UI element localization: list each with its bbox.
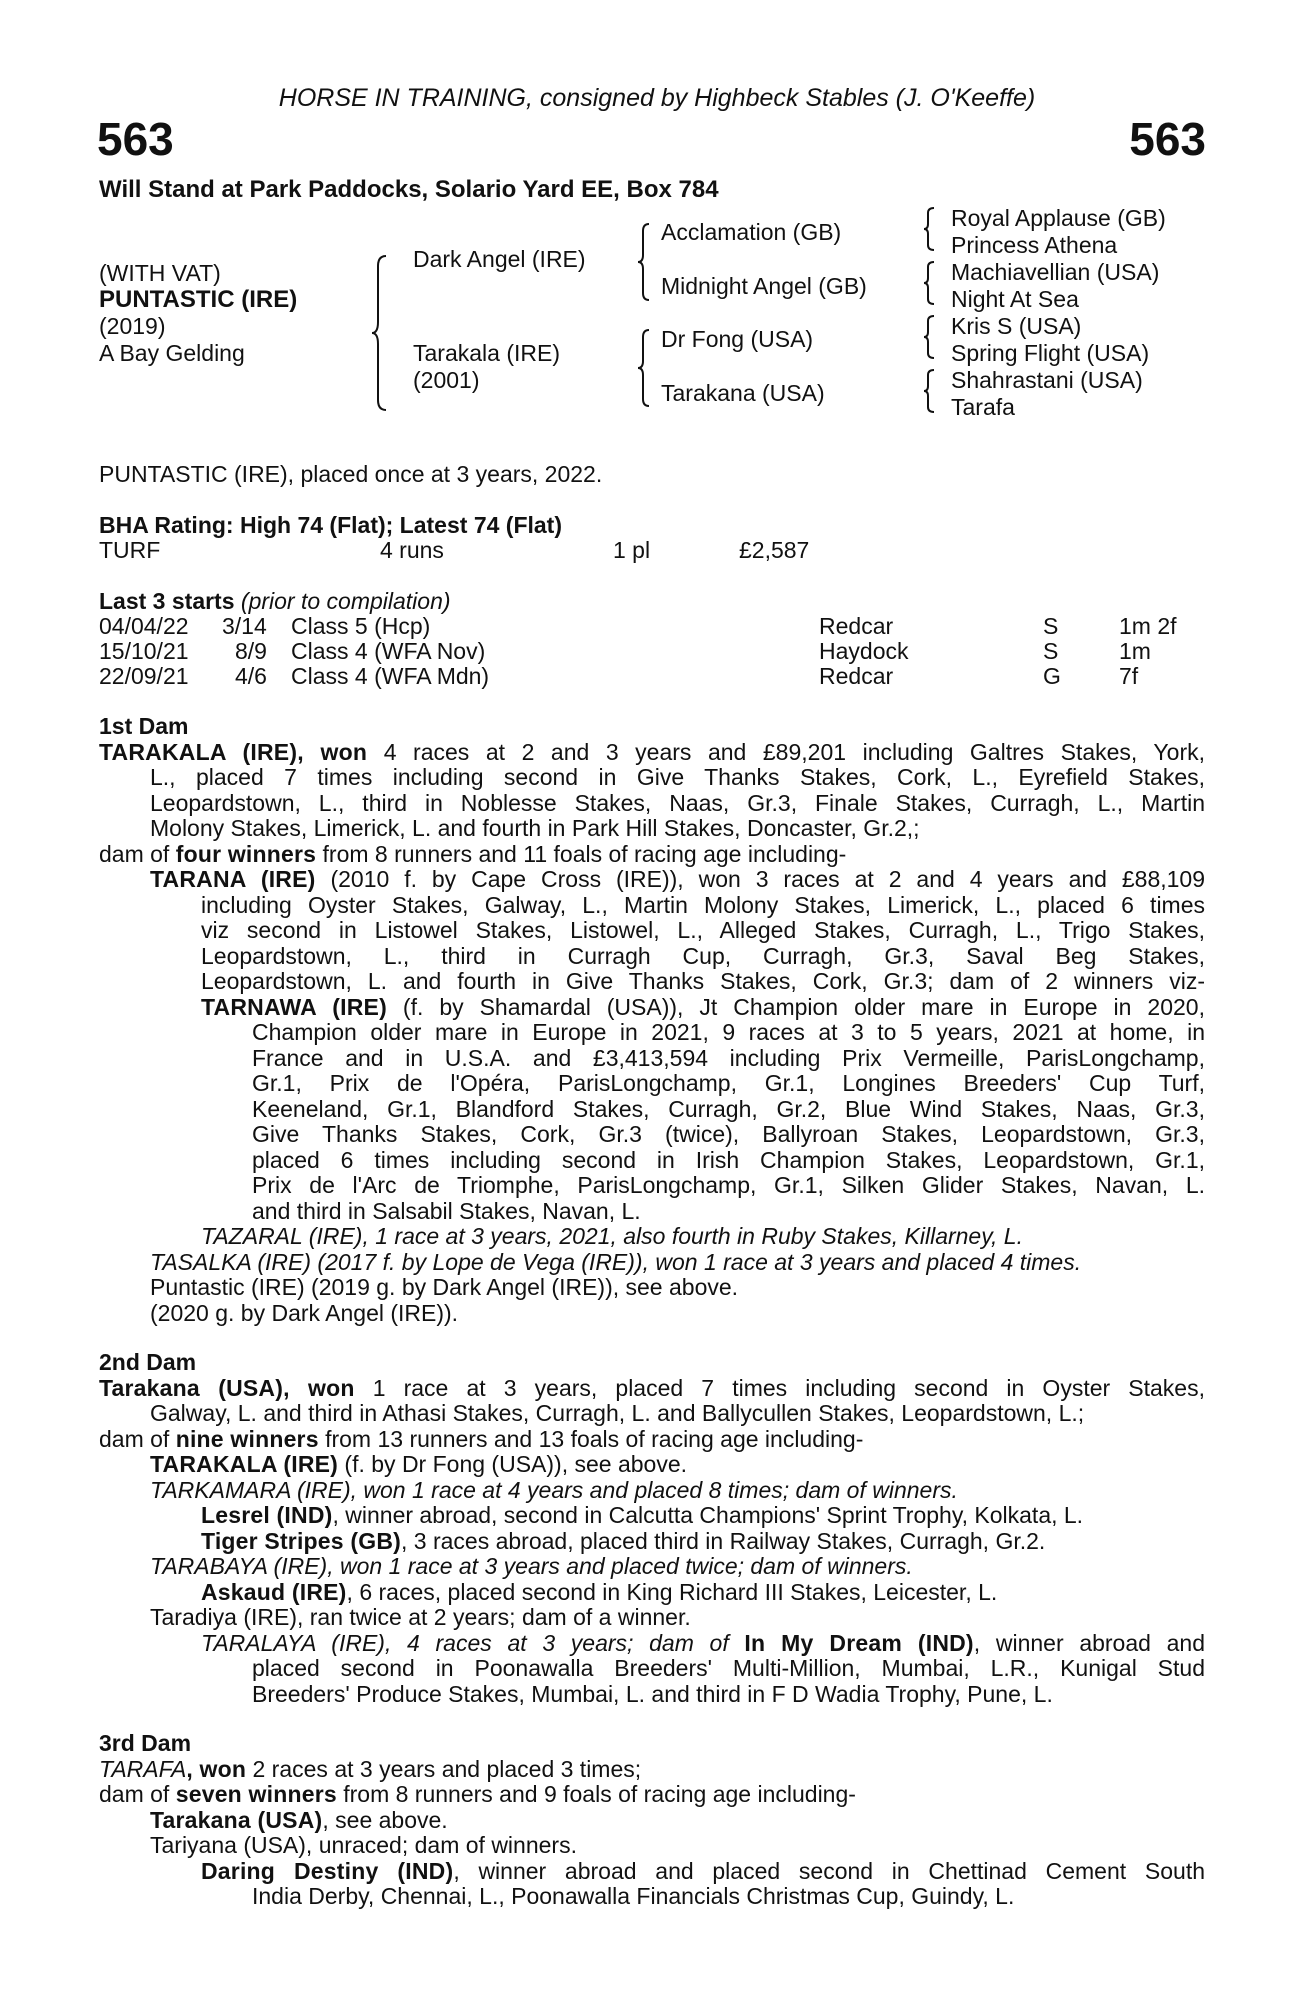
stand-location: Will Stand at Park Paddocks, Solario Yard EE, Box 784 [99, 176, 719, 203]
produce-text: (f. by Shamardal (USA)), Jt Champion older mare in Europe in 2020, [386, 993, 1205, 1020]
produce-line: and third in Salsabil Stakes, Navan, L. [252, 1197, 641, 1224]
winners-count: four winners [175, 840, 317, 867]
dam3-text: dam of [99, 1781, 176, 1807]
produce-line [99, 1503, 1205, 1529]
start-going: S [1043, 613, 1059, 639]
pedigree-dam-dam: Tarakana (USA) [661, 380, 825, 406]
produce-line: Leopardstown, L., third in Curragh Cup, Curragh, Gr.3, Saval Beg Stakes, [201, 942, 1205, 969]
produce-line: Breeders' Produce Stakes, Mumbai, L. and third in F D Wadia Trophy, Pune, L. [252, 1680, 1053, 1707]
pedigree-sire-dam: Midnight Angel (GB) [661, 273, 867, 299]
dam1-line: Leopardstown, L., third in Noblesse Stakes, Naas, Gr.3, Finale Stakes, Curragh, L., Martin [150, 789, 1205, 816]
pedigree-g8: Tarafa [951, 394, 1015, 420]
produce-line: Taradiya (IRE), ran twice at 2 years; dam of a winner. [150, 1604, 691, 1630]
pedigree-brace-g2 [922, 260, 936, 306]
dam-name: TARAFA [99, 1755, 187, 1782]
dam-name: Tarakana (USA) [99, 1374, 284, 1401]
produce-line: India Derby, Chennai, L., Poonawalla Financials Christmas Cup, Guindy, L. [252, 1883, 1015, 1909]
dam1-text: from 8 runners and 11 foals of racing age including- [316, 840, 847, 867]
pedigree-g6: Spring Flight (USA) [951, 340, 1150, 366]
start-class: Class 4 (WFA Nov) [291, 638, 486, 664]
first-dam-section [99, 714, 1205, 1326]
horse-description: A Bay Gelding [99, 340, 245, 366]
dam2-text: dam of [99, 1425, 176, 1452]
rating-surface: TURF [99, 537, 161, 563]
produce-line: Prix de l'Arc de Triomphe, ParisLongchamp, Gr.1, Silken Glider Stakes, Navan, L. [252, 1172, 1205, 1198]
start-course: Haydock [819, 638, 909, 664]
dam3-produce-line [99, 1782, 1205, 1808]
won-label: , won [297, 738, 368, 765]
start-course: Redcar [819, 613, 894, 639]
winners-count: seven winners [175, 1781, 337, 1807]
produce-line: France and in U.S.A. and £3,413,594 including Prix Vermeille, ParisLongchamp, [252, 1044, 1205, 1071]
dam2-line: Galway, L. and third in Athasi Stakes, Curragh, L. and Ballycullen Stakes, Leopardstown, L.; [150, 1400, 1085, 1426]
produce-line [99, 1452, 1205, 1478]
dam1-line: Molony Stakes, Limerick, L. and fourth in Park Hill Stakes, Doncaster, Gr.2,; [150, 815, 920, 841]
produce-line [99, 1529, 1205, 1555]
pedigree-g5: Kris S (USA) [951, 313, 1082, 339]
start-distance: 1m [1119, 638, 1151, 664]
produce-line: TAZARAL (IRE), 1 race at 3 years, 2021, also fourth in Ruby Stakes, Killarney, L. [201, 1223, 1023, 1249]
produce-text: (2010 f. by Cape Cross (IRE)), won 3 races at 2 and 4 years and £88,109 [315, 866, 1206, 892]
dam-name: TARAKALA (IRE) [99, 738, 298, 765]
rating-runs: 4 runs [380, 537, 444, 563]
produce-line: placed second in Poonawalla Breeders' Multi-Million, Mumbai, L.R., Kunigal Stud [252, 1655, 1205, 1681]
start-date: 15/10/21 [99, 638, 189, 664]
pedigree-sire-sire: Acclamation (GB) [661, 219, 842, 245]
won-label: , won [186, 1755, 247, 1782]
bha-rating: BHA Rating: High 74 (Flat); Latest 74 (Flat) [99, 512, 562, 538]
produce-line: TARABAYA (IRE), won 1 race at 3 years and placed twice; dam of winners. [150, 1553, 913, 1579]
first-dam-heading: 1st Dam [99, 713, 189, 739]
produce-line: (2020 g. by Dark Angel (IRE)). [150, 1299, 459, 1326]
pedigree-brace-main [370, 254, 390, 412]
dam1-produce-line [99, 842, 1205, 868]
horse-year: (2019) [99, 313, 166, 339]
pedigree-dam-year: (2001) [413, 367, 480, 393]
produce-name: TARAKALA (IRE) [150, 1451, 339, 1477]
pedigree-brace-g3 [922, 314, 936, 360]
lot-number-right: 563 [1129, 113, 1206, 165]
produce-line [99, 867, 1205, 893]
produce-text: , see above. [322, 1806, 448, 1833]
second-dam-section [99, 1350, 1205, 1707]
lot-number-left: 563 [97, 113, 174, 165]
produce-name: TARANA (IRE) [150, 866, 316, 892]
produce-name: Tiger Stripes (GB) [201, 1527, 401, 1554]
produce-text: , winner abroad, second in Calcutta Champions' Sprint Trophy, Kolkata, L. [332, 1502, 1084, 1528]
produce-line: Give Thanks Stakes, Cork, Gr.3 (twice), Ballyroan Stakes, Leopardstown, Gr.3, [252, 1121, 1205, 1147]
winners-count: nine winners [175, 1425, 319, 1452]
pedigree-dam-sire: Dr Fong (USA) [661, 326, 814, 352]
produce-line: Leopardstown, L. and fourth in Give Thanks Stakes, Cork, Gr.3; dam of 2 winners viz- [201, 968, 1205, 994]
pedigree-brace-g4 [922, 368, 936, 414]
produce-name: Askaud (IRE) [201, 1578, 347, 1605]
produce-text: , 6 races, placed second in King Richard III Stakes, Leicester, L. [346, 1578, 998, 1605]
pedigree-brace-g1 [922, 206, 936, 252]
start-position: 4/6 [235, 663, 267, 689]
produce-line: Champion older mare in Europe in 2021, 9 races at 3 to 5 years, 2021 at home, in [252, 1019, 1205, 1045]
dam2-line [99, 1376, 1205, 1402]
dam3-text: 2 races at 3 years and placed 3 times; [246, 1755, 642, 1782]
produce-line: placed 6 times including second in Irish Champion Stakes, Leopardstown, Gr.1, [252, 1146, 1205, 1173]
produce-line: Puntastic (IRE) (2019 g. by Dark Angel (IRE)), see above. [150, 1274, 739, 1300]
produce-line: Gr.1, Prix de l'Opéra, ParisLongchamp, Gr.1, Longines Breeders' Cup Turf, [252, 1070, 1205, 1096]
produce-text: (f. by Dr Fong (USA)), see above. [338, 1451, 687, 1477]
third-dam-heading: 3rd Dam [99, 1730, 192, 1756]
pedigree-g4: Night At Sea [951, 286, 1079, 312]
produce-name: In My Dream (IND) [744, 1629, 974, 1656]
produce-name: Tarakana (USA) [150, 1806, 323, 1833]
vat-note: (WITH VAT) [99, 260, 221, 286]
produce-text: , 3 races abroad, placed third in Railway Stakes, Curragh, Gr.2. [401, 1527, 1046, 1554]
pedigree-g7: Shahrastani (USA) [951, 367, 1143, 393]
produce-line [99, 1580, 1205, 1606]
start-class: Class 5 (Hcp) [291, 613, 431, 639]
start-date: 22/09/21 [99, 663, 189, 689]
produce-text: , winner abroad and placed second in Chettinad Cement South [453, 1857, 1205, 1884]
produce-line: TASALKA (IRE) (2017 f. by Lope de Vega (IRE)), won 1 race at 3 years and placed 4 times. [150, 1248, 1082, 1275]
last-starts-note: (prior to compilation) [240, 588, 451, 614]
won-label: , won [283, 1374, 355, 1401]
produce-name: Lesrel (IND) [201, 1502, 333, 1528]
start-distance: 1m 2f [1119, 613, 1177, 639]
last-starts-title: Last 3 starts [99, 588, 235, 614]
third-dam-section [99, 1731, 1205, 1910]
produce-name: TARNAWA (IRE) [201, 993, 387, 1020]
produce-line: Keeneland, Gr.1, Blandford Stakes, Curragh, Gr.2, Blue Wind Stakes, Naas, Gr.3, [252, 1095, 1205, 1122]
dam2-produce-line [99, 1427, 1205, 1453]
pedigree-g3: Machiavellian (USA) [951, 259, 1160, 285]
dam1-text: 4 races at 2 and 3 years and £89,201 including Galtres Stakes, York, [367, 738, 1206, 765]
dam1-text: dam of [99, 840, 176, 867]
start-distance: 7f [1119, 663, 1139, 689]
dam1-line [99, 740, 1205, 766]
dam3-line [99, 1757, 1205, 1783]
produce-line: Tariyana (USA), unraced; dam of winners. [150, 1832, 577, 1858]
produce-line: viz second in Listowel Stakes, Listowel, L., Alleged Stakes, Curragh, L., Trigo Stakes, [201, 917, 1205, 943]
dam2-text: from 13 runners and 13 foals of racing age including- [318, 1425, 864, 1452]
rating-placings: 1 pl [613, 537, 651, 563]
dam1-line: L., placed 7 times including second in Give Thanks Stakes, Cork, L., Eyrefield Stakes, [150, 764, 1205, 790]
horse-name: PUNTASTIC (IRE) [99, 286, 298, 313]
produce-line [99, 1859, 1205, 1885]
start-position: 3/14 [222, 613, 267, 639]
start-course: Redcar [819, 663, 894, 689]
produce-line [99, 1808, 1205, 1834]
rating-earnings: £2,587 [739, 537, 810, 563]
pedigree-brace-dam [636, 328, 652, 408]
dam3-text: from 8 runners and 9 foals of racing age including- [336, 1781, 856, 1807]
pedigree-dam: Tarakala (IRE) [413, 340, 560, 366]
produce-line [99, 1631, 1205, 1657]
pedigree-g2: Princess Athena [951, 232, 1118, 258]
race-summary: PUNTASTIC (IRE), placed once at 3 years, 2022. [99, 461, 603, 487]
start-class: Class 4 (WFA Mdn) [291, 663, 490, 689]
pedigree-sire: Dark Angel (IRE) [413, 246, 586, 272]
start-going: S [1043, 638, 1059, 664]
produce-line: including Oyster Stakes, Galway, L., Martin Molony Stakes, Limerick, L., placed 6 times [201, 891, 1205, 918]
pedigree-g1: Royal Applause (GB) [951, 205, 1166, 231]
second-dam-heading: 2nd Dam [99, 1349, 197, 1375]
dam2-text: 1 race at 3 years, placed 7 times including second in Oyster Stakes, [354, 1374, 1205, 1401]
consignment-header: HORSE IN TRAINING, consigned by Highbeck Stables (J. O'Keeffe) [278, 84, 1036, 112]
produce-text: TARALAYA (IRE), 4 races at 3 years; dam of [201, 1629, 745, 1656]
produce-line [99, 995, 1205, 1021]
start-going: G [1043, 663, 1061, 689]
produce-text: , winner abroad and [973, 1629, 1205, 1656]
produce-name: Daring Destiny (IND) [201, 1857, 454, 1884]
produce-line: TARKAMARA (IRE), won 1 race at 4 years and placed 8 times; dam of winners. [150, 1476, 958, 1503]
start-position: 8/9 [235, 638, 267, 664]
last-starts-heading [99, 588, 451, 615]
pedigree-brace-sire [636, 222, 652, 302]
start-date: 04/04/22 [99, 613, 189, 639]
